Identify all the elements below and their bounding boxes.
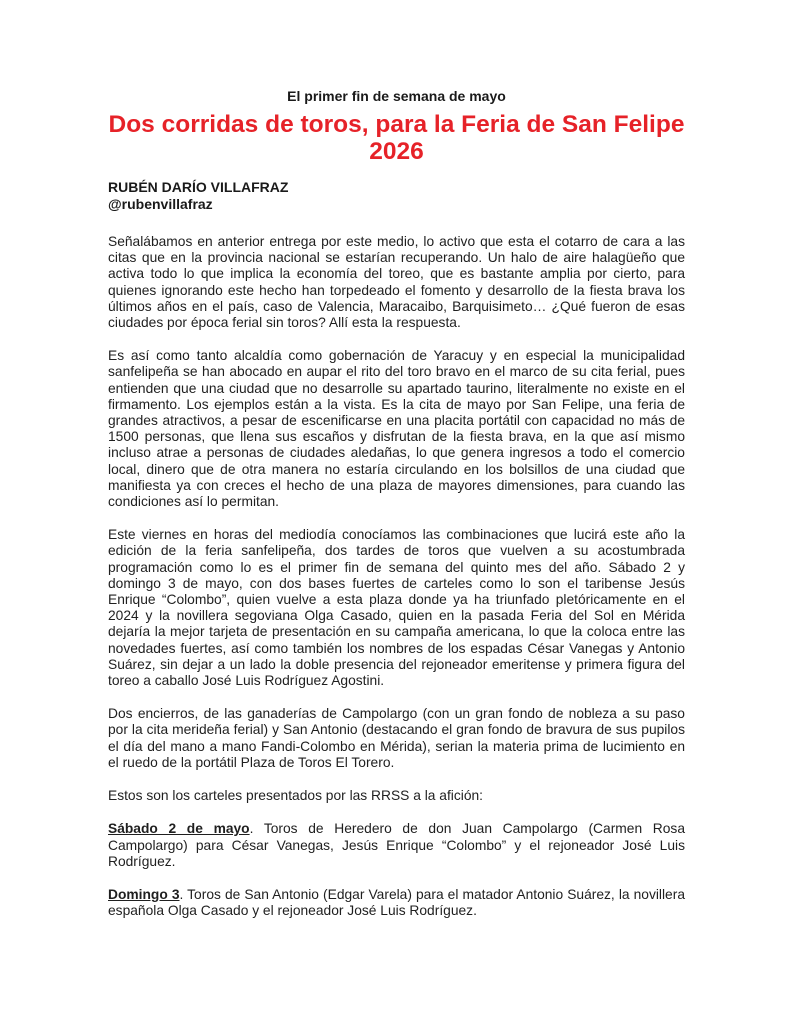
author-block [108, 179, 685, 212]
cartel-sunday-text: . Toros de San Antonio (Edgar Varela) para el matador Antonio Suárez, la novillera española Olga Casado y el rejoneador José Luis Rodríguez. [108, 886, 685, 919]
author-handle: @rubenvillafraz [108, 195, 213, 212]
cartel-sunday-label: Domingo 3 [108, 886, 180, 902]
paragraph: Señalábamos en anterior entrega por este medio, lo activo que esta el cotarro de cara a las citas que en la provincia nacional se estarían recuperando. Un halo de aire halagüeño que activa todo lo que implica la economía del toreo, que es bastante amplia por cierto, para quienes ignorando este hecho han torpedeado el fomento y desarrollo de la fiesta brava los últimos años en el país, caso de Valencia, Maracaibo, Barquisimeto… ¿Qué fueron de esas ciudades por época ferial sin toros? Allí esta la respuesta. [108, 234, 685, 331]
paragraph: Dos encierros, de las ganaderías de Campolargo (con un gran fondo de nobleza a su paso por la cita merideña ferial) y San Antonio (destacando el gran fondo de bravura de sus pupilos el día del mano a mano Fandi-Colombo en Mérida), serian la materia prima de lucimiento en el ruedo de la portátil Plaza de Toros El Torero. [108, 706, 685, 770]
cartel-sunday [108, 887, 685, 919]
paragraph: Estos son los carteles presentados por las RRSS a la afición: [108, 788, 484, 804]
paragraph: Es así como tanto alcaldía como gobernación de Yaracuy y en especial la municipalidad sanfelipeña se han abocado en aupar el rito del toro bravo en el marco de su cita ferial, pues entienden que una ciudad que no desarrolle su apartado taurino, literalmente no existe en el firmamento. Los ejemplos están a la vista. Es la cita de mayo por San Felipe, una feria de grandes atractivos, a pesar de escenificarse en una placita portátil con capacidad no más de 1500 personas, que llena sus escaños y disfrutan de la fiesta brava, en la que así mismo incluso atrae a personas de ciudades aledañas, lo que genera ingresos a todo el comercio local, dinero que de otra manera no estaría circulando en los bolsillos de una ciudad que manifiesta ya con creces el hecho de una plaza de mayores dimensiones, para cuando las condiciones así lo permitan. [108, 348, 685, 510]
article-title: Dos corridas de toros, para la Feria de San Felipe 2026 [108, 111, 685, 165]
article-body [108, 88, 685, 919]
cartel-saturday-label: Sábado 2 de mayo [108, 821, 250, 837]
cartel-saturday-text: . Toros de Heredero de don Juan Campolargo (Carmen Rosa Campolargo) para César Vanegas, Jesús Enrique “Colombo” y el rejoneador José Luis Rodríguez. [108, 821, 685, 869]
author-name: RUBÉN DARÍO VILLAFRAZ [108, 179, 289, 195]
cartel-saturday [108, 821, 685, 870]
kicker: El primer fin de semana de mayo [287, 88, 506, 104]
paragraph: Este viernes en horas del mediodía conocíamos las combinaciones que lucirá este año la edición de la feria sanfelipeña, dos tardes de toros que vuelven a su acostumbrada programación como lo es el primer fin de semana del quinto mes del año. Sábado 2 y domingo 3 de mayo, con dos bases fuertes de carteles como lo son el taribense Jesús Enrique “Colombo”, quien vuelve a esta plaza donde ya ha triunfado pletóricamente en el 2024 y la novillera segoviana Olga Casado, quien en la pasada Feria del Sol en Mérida dejaría la mejor tarjeta de presentación en su campaña americana, lo que la coloca entre las novedades fuertes, así como también los nombres de los espadas César Vanegas y Antonio Suárez, sin dejar a un lado la doble presencia del rejoneador emeritense y primera figura del toreo a caballo José Luis Rodríguez Agostini. [108, 527, 685, 689]
